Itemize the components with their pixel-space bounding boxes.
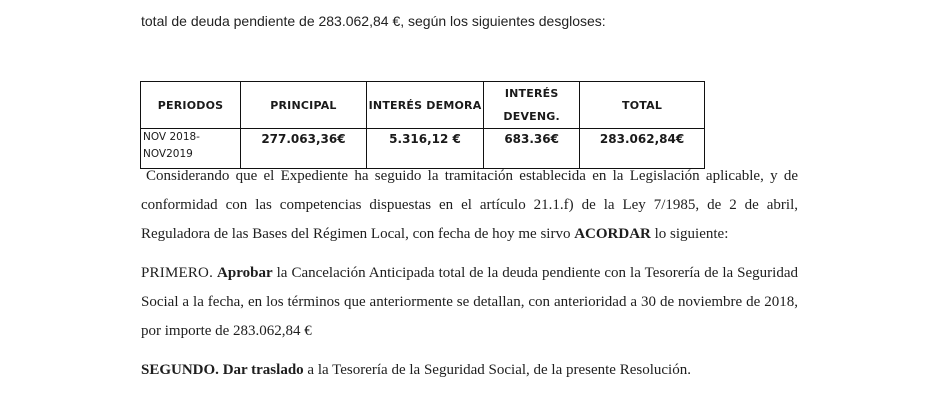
header-total: TOTAL [580, 82, 705, 129]
header-periods: PERIODOS [141, 82, 241, 129]
header-interest-late: INTERÉS DEMORA [366, 82, 483, 129]
debt-breakdown-table [140, 81, 705, 169]
paragraph-considerando-text: Considerando que el Expediente ha seguido la tramitación establecida en la Legislación aplicable, y de conformidad con las competencias dispuestas en el artículo 21.1.f) de la Ley 7/1985, de 2 de abril, Reguladora de las Bases del Régimen Local, con fecha de hoy me sirvo [141, 168, 798, 242]
primero-label: PRIMERO. [141, 265, 214, 281]
cell-interest-late: 5.316,12 € [366, 129, 483, 169]
paragraph-considerando-end: lo siguiente: [654, 226, 729, 242]
header-interest-accrued [484, 82, 580, 129]
cell-interest-accrued: 683.36€ [484, 129, 580, 169]
cell-principal: 277.063,36€ [241, 129, 367, 169]
cell-period-line2: NOV2019 [143, 148, 193, 160]
header-interest-accrued-line2: DEVENG. [503, 110, 560, 123]
paragraph-primero [141, 259, 798, 346]
primero-verb: Aprobar [217, 265, 273, 281]
paragraph-considerando [141, 162, 798, 249]
segundo-verb: Dar traslado [222, 362, 304, 378]
table-header-row [141, 82, 705, 129]
primero-text: la Cancelación Anticipada total de la deuda pendiente con la Tesorería de la Seguridad Social a la fecha, en los términos que anteriormente se detallan, con anterioridad a 30 de noviembre de 2018, por importe de 283.062,84 € [141, 265, 799, 339]
cell-period-line1: NOV 2018- [143, 131, 200, 143]
header-principal: PRINCIPAL [241, 82, 367, 129]
acordar-bold: ACORDAR [574, 226, 651, 242]
segundo-label: SEGUNDO. [141, 362, 219, 378]
cell-total: 283.062,84€ [580, 129, 705, 169]
paragraph-segundo [141, 356, 798, 385]
segundo-text: a la Tesorería de la Seguridad Social, de la presente Resolución. [307, 362, 691, 378]
header-interest-accrued-line1: INTERÉS [504, 87, 559, 100]
intro-text: total de deuda pendiente de 283.062,84 €, según los siguientes desgloses: [141, 13, 606, 29]
